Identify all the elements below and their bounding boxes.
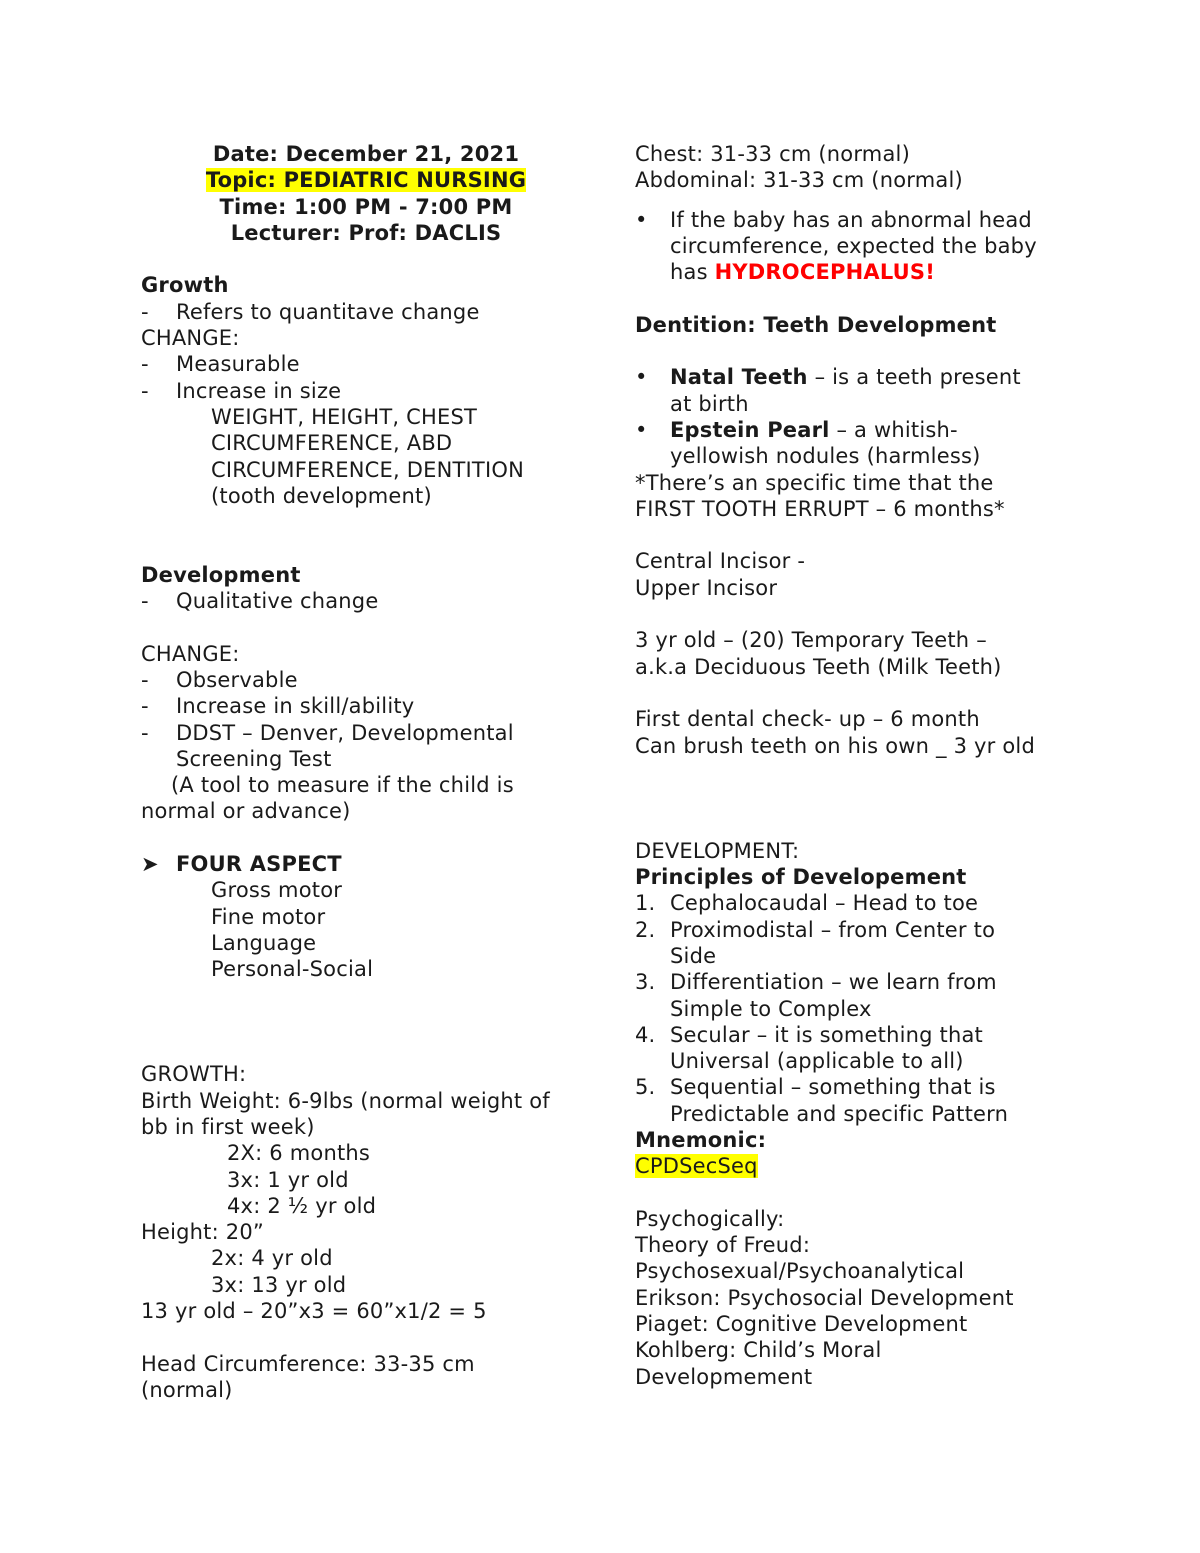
dentition-heading: Dentition: Teeth Development	[635, 312, 997, 337]
growth-data-label: GROWTH:	[141, 1062, 247, 1087]
text-line: (normal)	[141, 1377, 233, 1402]
list-item: 2. Proximodistal – from Center to	[635, 917, 996, 942]
text-line: FIRST TOOTH ERRUPT – 6 months*	[635, 496, 1005, 521]
list-item: 2x: 4 yr old	[211, 1246, 333, 1271]
development-label: DEVELOPMENT:	[635, 838, 800, 863]
text-line: Developmement	[635, 1364, 813, 1389]
text-line: a.k.a Deciduous Teeth (Milk Teeth)	[635, 654, 1002, 679]
development-heading: Development	[141, 562, 301, 587]
growth-heading: Growth	[141, 273, 229, 298]
sub-line: at birth	[670, 391, 749, 416]
sub-line: Universal (applicable to all)	[670, 1049, 964, 1074]
bullet-icon: •	[635, 365, 648, 390]
text-line: Psychosexual/Psychoanalytical	[635, 1259, 965, 1284]
list-item: 3x: 1 yr old	[227, 1167, 349, 1192]
change-label: CHANGE:	[141, 326, 240, 351]
text-line: Can brush teeth on his own _ 3 yr old	[635, 733, 1035, 758]
list-item: Fine motor	[211, 904, 326, 929]
list-item: 3. Differentiation – we learn from	[635, 970, 997, 995]
sub-line: Side	[670, 943, 717, 968]
text-line: Piaget: Cognitive Development	[635, 1312, 968, 1337]
list-item: 4x: 2 ½ yr old	[227, 1193, 377, 1218]
sub-line: circumference, expected the baby	[670, 233, 1037, 258]
text-line: Chest: 31-33 cm (normal)	[635, 142, 910, 166]
list-item: 4. Secular – it is something that	[635, 1022, 983, 1047]
text-line: Head Circumference: 33-35 cm	[141, 1351, 475, 1376]
mnemonic-line	[635, 1153, 1075, 1179]
arrow-bullet-icon: ➤	[141, 852, 159, 877]
lecturer-line: Lecturer: Prof: DACLIS	[230, 220, 502, 245]
topic-highlight: Topic: PEDIATRIC NURSING	[205, 168, 527, 193]
sub-line: (tooth development)	[211, 483, 432, 508]
text-line: bb in first week)	[141, 1114, 315, 1139]
list-item: - Increase in skill/ability	[141, 694, 415, 719]
text-line: Kohlberg: Child’s Moral	[635, 1338, 882, 1363]
list-item: - Observable	[141, 667, 298, 692]
list-item: - Refers to quantitave change	[141, 299, 480, 324]
text-line: Abdominal: 31-33 cm (normal)	[635, 168, 963, 193]
list-item: 2X: 6 months	[227, 1141, 371, 1166]
list-item: - Measurable	[141, 352, 300, 377]
note-line: (A tool to measure if the child is	[171, 773, 514, 798]
text-line: 3 yr old – (20) Temporary Teeth –	[635, 628, 987, 653]
list-item: 3x: 13 yr old	[211, 1272, 347, 1297]
sub-line: WEIGHT, HEIGHT, CHEST	[211, 404, 478, 429]
bullet-icon: •	[635, 417, 648, 442]
topic-line	[141, 167, 591, 193]
aspects-heading: ➤ FOUR ASPECT	[141, 852, 342, 877]
list-item: • If the baby has an abnormal head	[635, 207, 1032, 232]
text-line: Birth Weight: 6-9lbs (normal weight of	[141, 1088, 550, 1113]
text-line: 13 yr old – 20”x3 = 60”x1/2 = 5	[141, 1299, 487, 1324]
right-column	[635, 141, 1075, 1390]
text-line: Erikson: Psychosocial Development	[635, 1285, 1014, 1310]
text-line: Height: 20”	[141, 1220, 264, 1245]
text-line: Theory of Freud:	[635, 1233, 811, 1258]
sub-line: CIRCUMFERENCE, ABD	[211, 431, 453, 456]
date-line: Date: December 21, 2021	[212, 142, 520, 166]
note-line: normal or advance)	[141, 799, 351, 824]
sub-line: yellowish nodules (harmless)	[670, 444, 981, 469]
list-item: - DDST – Denver, Developmental	[141, 720, 514, 745]
list-item: Personal-Social	[211, 957, 374, 982]
sub-line: Screening Test	[176, 746, 332, 771]
bullet-icon: •	[635, 207, 648, 232]
list-item: • Epstein Pearl – a whitish-	[635, 417, 958, 442]
list-item: 5. Sequential – something that is	[635, 1075, 996, 1100]
text-line: First dental check- up – 6 month	[635, 707, 980, 732]
principles-heading: Principles of Developement	[635, 865, 967, 890]
sub-line: Simple to Complex	[670, 996, 872, 1021]
sub-line: has HYDROCEPHALUS!	[670, 260, 936, 285]
time-line: Time: 1:00 PM - 7:00 PM	[219, 194, 513, 219]
list-item: Gross motor	[211, 878, 343, 903]
sub-line: CIRCUMFERENCE, DENTITION	[211, 457, 524, 482]
sub-line: Predictable and specific Pattern	[670, 1101, 1009, 1126]
text-line: *There’s an specific time that the	[635, 470, 994, 495]
left-column	[141, 141, 591, 1403]
list-item: 1. Cephalocaudal – Head to toe	[635, 891, 979, 916]
list-item: - Increase in size	[141, 378, 342, 403]
text-line: Psychogically:	[635, 1206, 785, 1231]
list-item: • Natal Teeth – is a teeth present	[635, 365, 1021, 390]
mnemonic-label: Mnemonic:	[635, 1127, 767, 1152]
change-label: CHANGE:	[141, 641, 240, 666]
mnemonic-highlight: CPDSecSeq	[635, 1154, 758, 1179]
list-item: Language	[211, 930, 317, 955]
list-item: - Qualitative change	[141, 589, 379, 614]
hydrocephalus-emphasis: HYDROCEPHALUS!	[714, 260, 936, 285]
text-line: Upper Incisor	[635, 575, 778, 600]
text-line: Central Incisor -	[635, 549, 806, 574]
